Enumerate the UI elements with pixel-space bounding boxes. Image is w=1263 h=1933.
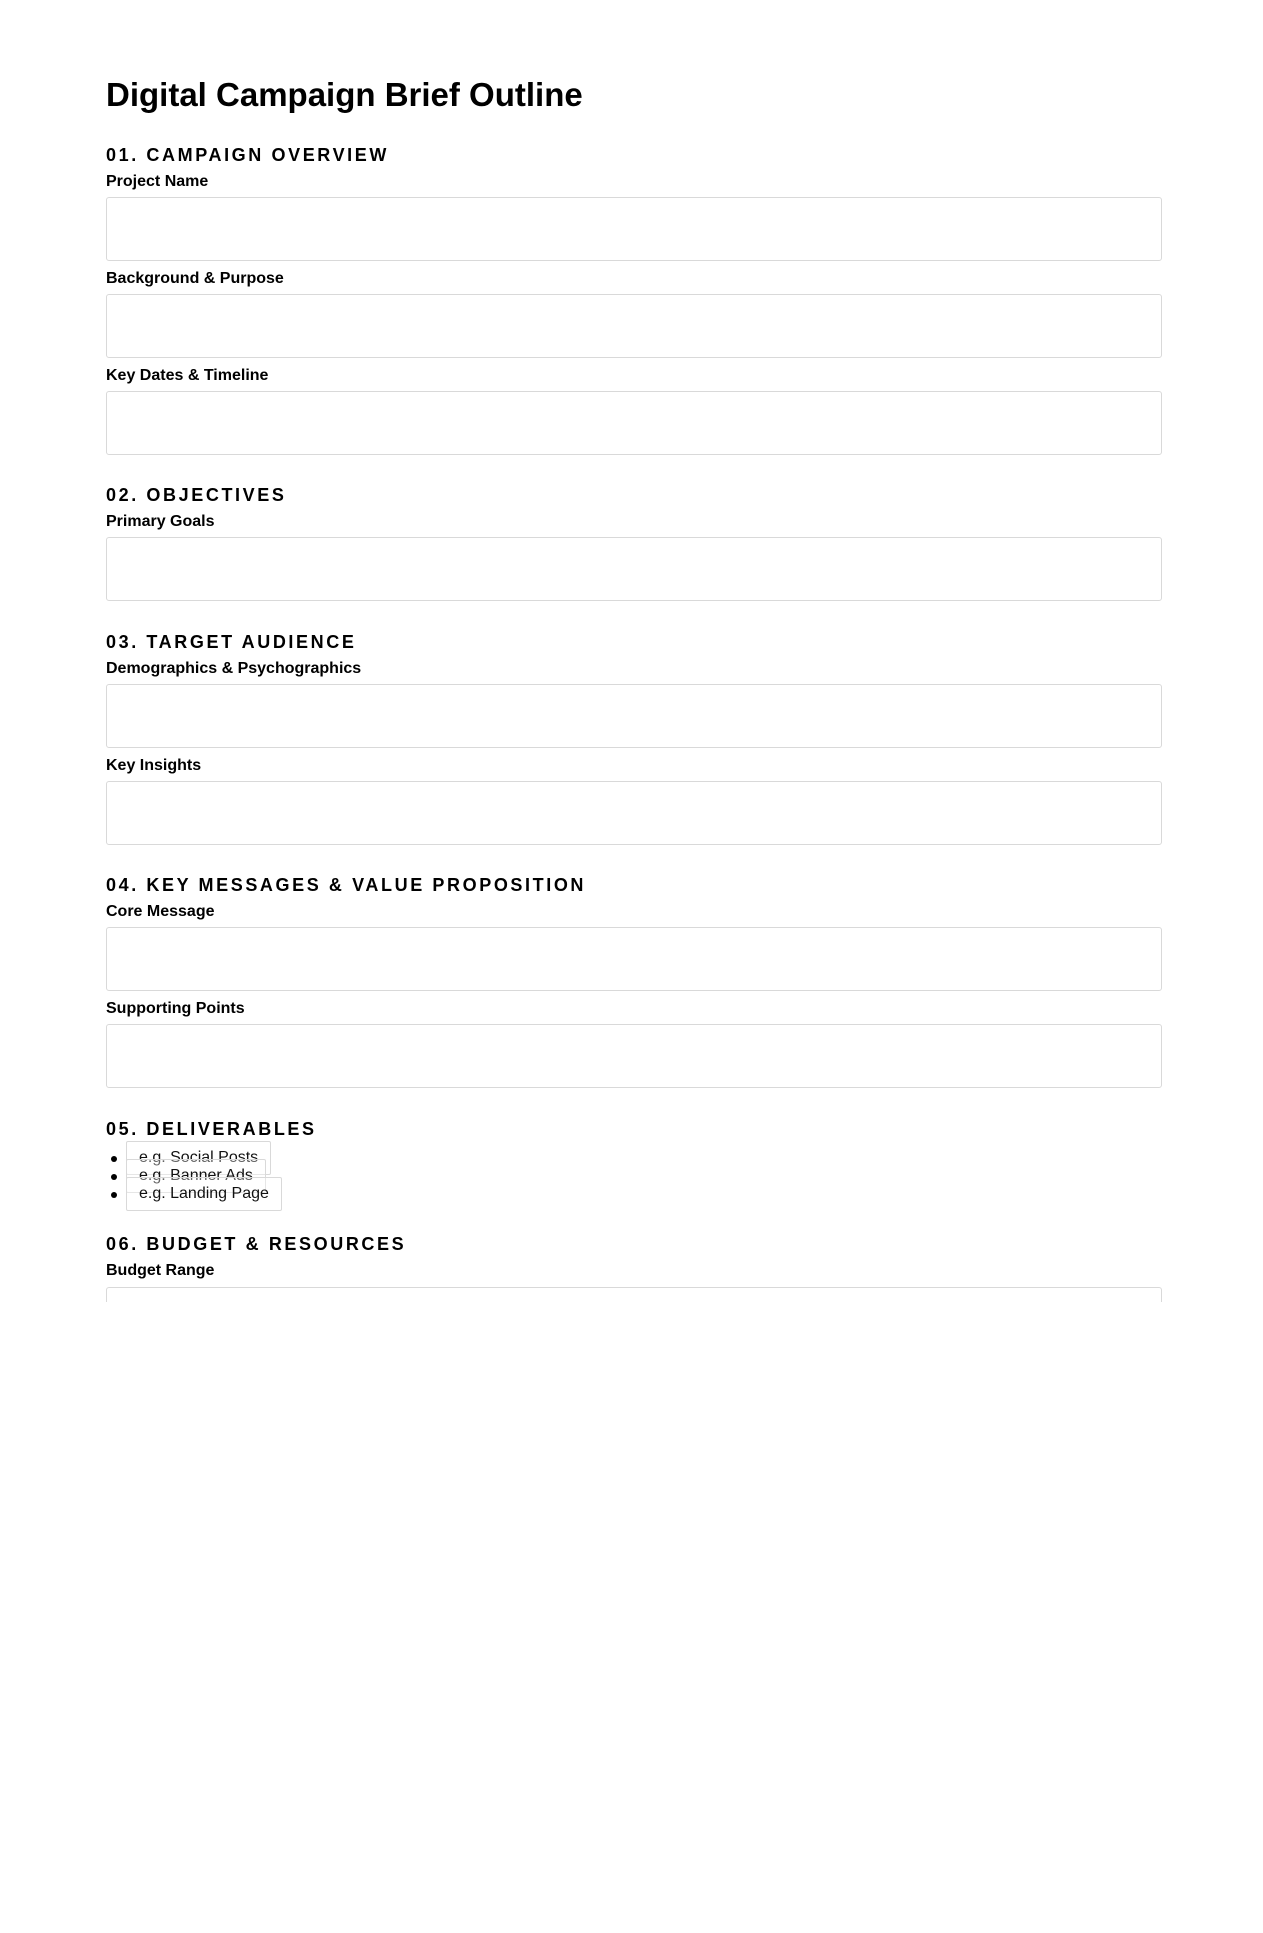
field-label-budget-range: Budget Range	[106, 1262, 215, 1279]
key-insights-field[interactable]	[106, 781, 1162, 845]
deliverable-input[interactable]: e.g. Banner Ads	[126, 1159, 266, 1193]
field-label-supporting-points: Supporting Points	[106, 1000, 245, 1017]
bullet-icon	[111, 1174, 117, 1180]
field-label-key-insights: Key Insights	[106, 757, 202, 774]
budget-range-field[interactable]	[106, 1287, 1162, 1302]
section-budget-resources	[106, 1233, 1162, 1281]
section-heading: 03. TARGET AUDIENCE	[106, 632, 357, 652]
background-purpose-field[interactable]	[106, 294, 1162, 358]
section-heading: 04. KEY MESSAGES & VALUE PROPOSITION	[106, 875, 587, 895]
core-message-field[interactable]	[106, 927, 1162, 991]
field-label-demographics: Demographics & Psychographics	[106, 660, 362, 677]
bullet-icon	[111, 1156, 117, 1162]
field-label-core-message: Core Message	[106, 903, 215, 920]
section-heading: 02. OBJECTIVES	[106, 485, 287, 505]
section-objectives	[106, 484, 1162, 601]
section-campaign-overview	[106, 144, 1162, 455]
key-dates-field[interactable]	[106, 391, 1162, 455]
bullet-icon	[111, 1192, 117, 1198]
page-title: Digital Campaign Brief Outline	[106, 76, 583, 113]
section-heading: 05. DELIVERABLES	[106, 1119, 317, 1139]
demographics-field[interactable]	[106, 684, 1162, 748]
section-target-audience	[106, 631, 1162, 845]
primary-goals-field[interactable]	[106, 537, 1162, 601]
field-label-background-purpose: Background & Purpose	[106, 270, 284, 287]
deliverable-input[interactable]: e.g. Social Posts	[126, 1141, 271, 1175]
section-deliverables	[106, 1118, 1162, 1140]
project-name-field[interactable]	[106, 197, 1162, 261]
section-heading: 01. CAMPAIGN OVERVIEW	[106, 145, 389, 165]
section-key-messages	[106, 874, 1162, 1088]
section-heading: 06. BUDGET & RESOURCES	[106, 1234, 407, 1254]
field-label-project-name: Project Name	[106, 173, 209, 190]
field-label-primary-goals: Primary Goals	[106, 513, 215, 530]
field-label-key-dates: Key Dates & Timeline	[106, 367, 269, 384]
deliverable-input[interactable]: e.g. Landing Page	[126, 1177, 282, 1211]
supporting-points-field[interactable]	[106, 1024, 1162, 1088]
